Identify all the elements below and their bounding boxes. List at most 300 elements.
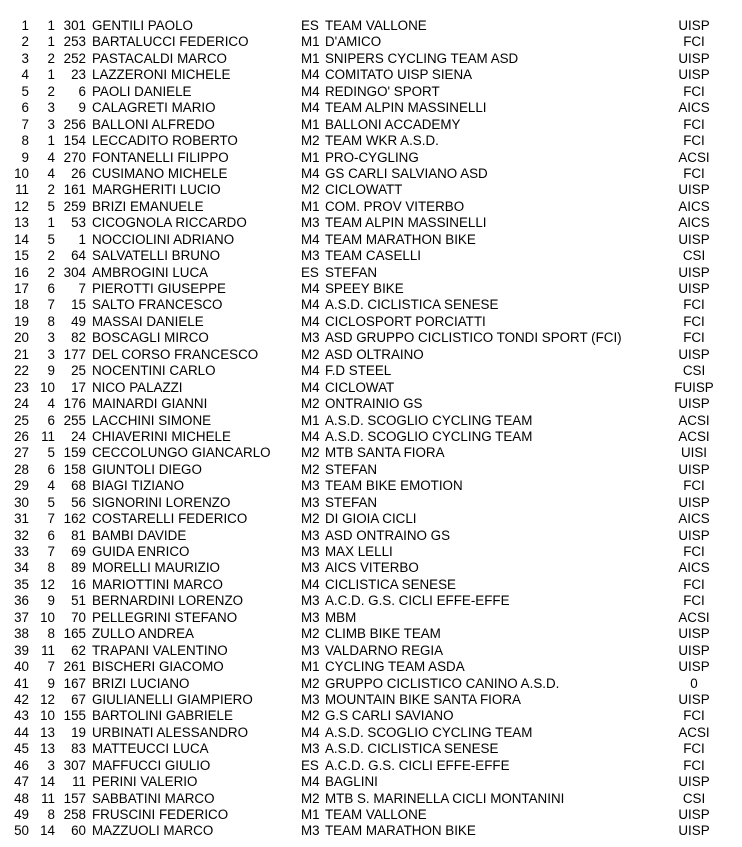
result-row xyxy=(0,150,742,166)
category-code: M4 xyxy=(301,67,320,83)
rider-name: TRAPANI VALENTINO xyxy=(92,642,228,658)
rider-name: BIAGI TIZIANO xyxy=(92,478,185,494)
team-name: A.S.D. SCOGLIO CYCLING TEAM xyxy=(325,412,533,428)
category-code: M4 xyxy=(301,724,320,740)
result-row xyxy=(0,67,742,83)
category-position: 11 xyxy=(41,790,55,806)
federation: UISP xyxy=(678,461,710,477)
bib-number: 15 xyxy=(71,297,86,313)
category-position: 12 xyxy=(40,576,55,592)
bib-number: 60 xyxy=(71,823,86,839)
federation: UISP xyxy=(678,691,710,707)
team-name: TEAM MARATHON BIKE xyxy=(325,231,476,247)
category-code: M4 xyxy=(301,297,320,313)
overall-position: 9 xyxy=(21,149,29,165)
team-name: F.D STEEL xyxy=(325,363,392,379)
overall-position: 12 xyxy=(14,198,29,214)
bib-number: 301 xyxy=(63,18,86,33)
result-row xyxy=(0,593,742,609)
category-code: ES xyxy=(301,264,319,280)
category-position: 13 xyxy=(40,724,55,740)
category-position: 6 xyxy=(47,461,55,477)
federation: UISP xyxy=(678,50,710,66)
team-name: TEAM VALLONE xyxy=(325,807,427,822)
federation: AICS xyxy=(678,560,710,576)
federation: UISI xyxy=(680,445,708,461)
federation: UISP xyxy=(678,18,710,33)
category-position: 7 xyxy=(47,544,55,559)
bib-number: 16 xyxy=(71,576,86,592)
federation: ACSI xyxy=(678,149,710,165)
rider-name: MARGHERITI LUCIO xyxy=(92,182,221,198)
overall-position: 32 xyxy=(14,527,29,543)
result-row xyxy=(0,199,742,215)
overall-position: 22 xyxy=(14,363,29,379)
overall-position: 26 xyxy=(14,428,29,444)
team-name: VALDARNO REGIA xyxy=(325,642,444,658)
category-code: M1 xyxy=(301,116,320,132)
overall-position: 20 xyxy=(14,330,29,346)
federation: UISP xyxy=(678,494,710,510)
result-row xyxy=(0,692,742,708)
team-name: D'AMICO xyxy=(325,34,382,50)
rider-name: PELLEGRINI STEFANO xyxy=(92,609,238,625)
overall-position: 46 xyxy=(14,757,29,773)
rider-name: ZULLO ANDREA xyxy=(92,626,194,642)
federation: ACSI xyxy=(678,428,710,444)
category-position: 3 xyxy=(47,100,55,116)
rider-name: MAFFUCCI GIULIO xyxy=(92,757,211,773)
overall-position: 27 xyxy=(14,445,29,461)
category-code: M3 xyxy=(301,741,320,757)
result-row xyxy=(0,659,742,675)
overall-position: 34 xyxy=(14,560,29,576)
team-name: MTB S. MARINELLA CICLI MONTANINI xyxy=(325,790,565,806)
team-name: TEAM WKR A.S.D. xyxy=(325,133,439,149)
category-position: 4 xyxy=(47,165,55,181)
overall-position: 24 xyxy=(14,396,29,412)
category-code: M2 xyxy=(301,445,320,461)
federation: FCI xyxy=(683,741,705,757)
category-code: M4 xyxy=(301,83,320,99)
category-position: 1 xyxy=(47,133,55,149)
category-position: 2 xyxy=(47,50,55,66)
result-row xyxy=(0,495,742,511)
rider-name: PIEROTTI GIUSEPPE xyxy=(92,281,226,296)
result-row xyxy=(0,643,742,659)
category-position: 5 xyxy=(47,231,55,247)
overall-position: 36 xyxy=(14,593,29,609)
overall-position: 31 xyxy=(14,511,29,527)
overall-position: 29 xyxy=(14,478,29,494)
rider-name: AMBROGINI LUCA xyxy=(92,264,209,280)
team-name: TEAM ALPIN MASSINELLI xyxy=(325,215,487,231)
result-row xyxy=(0,297,742,313)
bib-number: 255 xyxy=(63,412,86,428)
overall-position: 6 xyxy=(21,100,29,116)
rider-name: PAOLI DANIELE xyxy=(92,83,192,99)
team-name: COM. PROV VITERBO xyxy=(325,198,465,214)
bib-number: 256 xyxy=(63,116,86,132)
result-row xyxy=(0,774,742,790)
team-name: ASD GRUPPO CICLISTICO TONDI SPORT (FCI) xyxy=(325,330,622,346)
category-code: M4 xyxy=(301,774,320,790)
bib-number: 167 xyxy=(63,675,86,691)
overall-position: 18 xyxy=(14,297,29,313)
rider-name: BARTOLINI GABRIELE xyxy=(92,708,233,724)
bib-number: 259 xyxy=(63,198,86,214)
rider-name: MATTEUCCI LUCA xyxy=(92,741,209,757)
federation: UISP xyxy=(678,264,710,280)
bib-number: 161 xyxy=(63,182,86,198)
rider-name: URBINATI ALESSANDRO xyxy=(92,724,249,740)
bib-number: 176 xyxy=(63,396,86,412)
result-row xyxy=(0,281,742,297)
category-code: M2 xyxy=(301,790,320,806)
overall-position: 30 xyxy=(14,494,29,510)
result-row xyxy=(0,182,742,198)
bib-number: 24 xyxy=(71,428,86,444)
category-code: M2 xyxy=(301,346,320,362)
team-name: ASD OLTRAINO xyxy=(325,346,424,362)
bib-number: 51 xyxy=(71,593,86,609)
team-name: A.S.D. CICLISTICA SENESE xyxy=(325,297,499,313)
category-code: M3 xyxy=(301,248,320,264)
federation: FCI xyxy=(683,133,705,149)
overall-position: 21 xyxy=(14,346,29,362)
result-row xyxy=(0,758,742,774)
bib-number: 158 xyxy=(63,461,86,477)
category-position: 3 xyxy=(47,330,55,346)
federation: UISP xyxy=(678,823,710,839)
team-name: BAGLINI xyxy=(325,774,378,790)
rider-name: MAINARDI GIANNI xyxy=(92,396,208,412)
federation: UISP xyxy=(678,807,710,822)
overall-position: 48 xyxy=(14,790,29,806)
federation: UISP xyxy=(678,231,710,247)
team-name: REDINGO' SPORT xyxy=(325,83,440,99)
category-position: 8 xyxy=(47,560,55,576)
rider-name: FONTANELLI FILIPPO xyxy=(92,149,229,165)
bib-number: 23 xyxy=(71,67,86,83)
team-name: ASD ONTRAINO GS xyxy=(325,527,450,543)
bib-number: 26 xyxy=(71,165,86,181)
federation: UISP xyxy=(678,182,710,198)
team-name: TEAM BIKE EMOTION xyxy=(325,478,463,494)
bib-number: 1 xyxy=(78,231,86,247)
rider-name: CICOGNOLA RICCARDO xyxy=(92,215,247,231)
federation: FCI xyxy=(683,83,705,99)
team-name: A.S.D. CICLISTICA SENESE xyxy=(325,741,499,757)
category-position: 9 xyxy=(47,675,55,691)
category-position: 11 xyxy=(41,642,55,658)
federation: FCI xyxy=(683,544,705,559)
category-position: 1 xyxy=(47,67,55,83)
result-row xyxy=(0,577,742,593)
category-code: M2 xyxy=(301,675,320,691)
federation: ACSI xyxy=(678,412,710,428)
federation: AICS xyxy=(678,215,710,231)
rider-name: GENTILI PAOLO xyxy=(92,18,193,33)
category-code: M3 xyxy=(301,544,320,559)
bib-number: 64 xyxy=(71,248,86,264)
bib-number: 53 xyxy=(71,215,86,231)
bib-number: 89 xyxy=(71,560,86,576)
category-code: M2 xyxy=(301,396,320,412)
rider-name: MASSAI DANIELE xyxy=(92,313,204,329)
result-row xyxy=(0,741,742,757)
result-row xyxy=(0,396,742,412)
federation: UISP xyxy=(678,346,710,362)
result-row xyxy=(0,429,742,445)
overall-position: 23 xyxy=(14,379,29,395)
result-row xyxy=(0,544,742,560)
federation: CSI xyxy=(682,363,706,379)
bib-number: 6 xyxy=(78,83,86,99)
federation: UISP xyxy=(678,642,710,658)
category-code: M1 xyxy=(301,198,320,214)
result-row xyxy=(0,708,742,724)
overall-position: 44 xyxy=(14,724,29,740)
rider-name: CECCOLUNGO GIANCARLO xyxy=(92,445,271,461)
team-name: CICLOWATT xyxy=(325,182,403,198)
rider-name: COSTARELLI FEDERICO xyxy=(92,511,248,527)
result-row xyxy=(0,232,742,248)
team-name: CICLOSPORT PORCIATTI xyxy=(325,313,486,329)
federation: CSI xyxy=(682,790,706,806)
result-row xyxy=(0,330,742,346)
results-list xyxy=(0,18,742,840)
rider-name: BRIZI LUCIANO xyxy=(92,675,190,691)
team-name: MTB SANTA FIORA xyxy=(325,445,445,461)
team-name: A.S.D. SCOGLIO CYCLING TEAM xyxy=(325,724,533,740)
category-position: 5 xyxy=(47,198,55,214)
team-name: AICS VITERBO xyxy=(325,560,419,576)
overall-position: 8 xyxy=(21,133,29,149)
category-code: M2 xyxy=(301,133,320,149)
team-name: MAX LELLI xyxy=(325,544,393,559)
overall-position: 50 xyxy=(14,823,29,839)
team-name: G.S CARLI SAVIANO xyxy=(325,708,454,724)
team-name: GRUPPO CICLISTICO CANINO A.S.D. xyxy=(325,675,560,691)
result-row xyxy=(0,626,742,642)
category-position: 1 xyxy=(47,34,55,50)
category-code: M3 xyxy=(301,609,320,625)
overall-position: 4 xyxy=(21,67,29,83)
federation: FCI xyxy=(683,313,705,329)
category-position: 4 xyxy=(47,396,55,412)
federation: FCI xyxy=(683,116,705,132)
rider-name: FRUSCINI FEDERICO xyxy=(92,807,229,822)
result-row xyxy=(0,528,742,544)
team-name: CICLOWAT xyxy=(325,379,395,395)
category-code: ES xyxy=(301,757,319,773)
team-name: TEAM ALPIN MASSINELLI xyxy=(325,100,487,116)
category-code: M2 xyxy=(301,182,320,198)
overall-position: 38 xyxy=(14,626,29,642)
category-code: M1 xyxy=(301,34,320,50)
team-name: STEFAN xyxy=(325,264,378,280)
category-position: 8 xyxy=(47,626,55,642)
category-position: 8 xyxy=(47,313,55,329)
bib-number: 7 xyxy=(78,281,86,296)
bib-number: 9 xyxy=(78,100,86,116)
category-position: 11 xyxy=(41,428,55,444)
overall-position: 49 xyxy=(14,807,29,822)
overall-position: 25 xyxy=(14,412,29,428)
category-code: M2 xyxy=(301,461,320,477)
rider-name: CALAGRETI MARIO xyxy=(92,100,216,116)
rider-name: LECCADITO ROBERTO xyxy=(92,133,238,149)
federation: CSI xyxy=(682,248,706,264)
category-position: 3 xyxy=(47,116,55,132)
category-position: 5 xyxy=(47,494,55,510)
team-name: GS CARLI SALVIANO ASD xyxy=(325,165,488,181)
bib-number: 165 xyxy=(63,626,86,642)
category-position: 4 xyxy=(47,149,55,165)
bib-number: 62 xyxy=(71,642,86,658)
category-position: 2 xyxy=(47,264,55,280)
federation: FCI xyxy=(683,576,705,592)
category-code: M2 xyxy=(301,626,320,642)
category-code: M3 xyxy=(301,823,320,839)
result-row xyxy=(0,215,742,231)
category-position: 3 xyxy=(47,757,55,773)
federation: AICS xyxy=(678,511,710,527)
bib-number: 19 xyxy=(71,724,86,740)
result-row xyxy=(0,100,742,116)
category-code: M3 xyxy=(301,215,320,231)
overall-position: 40 xyxy=(14,659,29,675)
overall-position: 43 xyxy=(14,708,29,724)
bib-number: 69 xyxy=(71,544,86,559)
team-name: CYCLING TEAM ASDA xyxy=(325,659,465,675)
result-row xyxy=(0,511,742,527)
category-code: M1 xyxy=(301,807,320,822)
category-code: M4 xyxy=(301,100,320,116)
category-code: M4 xyxy=(301,231,320,247)
category-position: 7 xyxy=(47,659,55,675)
overall-position: 1 xyxy=(21,18,29,33)
team-name: TEAM VALLONE xyxy=(325,18,427,33)
category-position: 10 xyxy=(40,708,55,724)
bib-number: 157 xyxy=(63,790,86,806)
rider-name: SALTO FRANCESCO xyxy=(92,297,223,313)
result-row xyxy=(0,478,742,494)
overall-position: 7 xyxy=(21,116,29,132)
bib-number: 258 xyxy=(63,807,86,822)
federation: FCI xyxy=(683,593,705,609)
overall-position: 19 xyxy=(14,313,29,329)
rider-name: BERNARDINI LORENZO xyxy=(92,593,244,609)
rider-name: PERINI VALERIO xyxy=(92,774,198,790)
rider-name: SIGNORINI LORENZO xyxy=(92,494,231,510)
rider-name: CUSIMANO MICHELE xyxy=(92,165,228,181)
team-name: A.C.D. G.S. CICLI EFFE-EFFE xyxy=(325,757,510,773)
federation: FCI xyxy=(683,34,705,50)
overall-position: 45 xyxy=(14,741,29,757)
federation: UISP xyxy=(678,659,710,675)
bib-number: 83 xyxy=(71,741,86,757)
federation: UISP xyxy=(678,626,710,642)
category-position: 9 xyxy=(47,363,55,379)
rider-name: LAZZERONI MICHELE xyxy=(92,67,231,83)
result-row xyxy=(0,314,742,330)
category-position: 6 xyxy=(47,527,55,543)
federation: ACSI xyxy=(678,724,710,740)
rider-name: MORELLI MAURIZIO xyxy=(92,560,220,576)
category-position: 2 xyxy=(47,83,55,99)
team-name: CICLISTICA SENESE xyxy=(325,576,456,592)
bib-number: 68 xyxy=(71,478,86,494)
rider-name: PASTACALDI MARCO xyxy=(92,50,227,66)
team-name: COMITATO UISP SIENA xyxy=(325,67,473,83)
category-code: M3 xyxy=(301,494,320,510)
result-row xyxy=(0,51,742,67)
result-row xyxy=(0,34,742,50)
team-name: TEAM CASELLI xyxy=(325,248,421,264)
bib-number: 307 xyxy=(63,757,86,773)
bib-number: 177 xyxy=(63,346,86,362)
rider-name: BALLONI ALFREDO xyxy=(92,116,215,132)
result-row xyxy=(0,133,742,149)
overall-position: 37 xyxy=(14,609,29,625)
team-name: BALLONI ACCADEMY xyxy=(325,116,461,132)
overall-position: 16 xyxy=(14,264,29,280)
team-name: SNIPERS CYCLING TEAM ASD xyxy=(325,50,519,66)
category-position: 8 xyxy=(47,807,55,822)
category-code: M1 xyxy=(301,50,320,66)
category-code: M3 xyxy=(301,642,320,658)
rider-name: GIULIANELLI GIAMPIERO xyxy=(92,691,253,707)
federation: FCI xyxy=(683,708,705,724)
rider-name: NOCENTINI CARLO xyxy=(92,363,216,379)
result-row xyxy=(0,791,742,807)
category-position: 2 xyxy=(47,182,55,198)
result-row xyxy=(0,363,742,379)
federation: UISP xyxy=(678,527,710,543)
result-row xyxy=(0,610,742,626)
rider-name: MAZZUOLI MARCO xyxy=(92,823,214,839)
bib-number: 162 xyxy=(63,511,86,527)
result-row xyxy=(0,823,742,839)
category-position: 10 xyxy=(40,379,55,395)
category-code: M2 xyxy=(301,708,320,724)
bib-number: 304 xyxy=(63,264,86,280)
category-position: 6 xyxy=(47,412,55,428)
bib-number: 17 xyxy=(71,379,86,395)
overall-position: 42 xyxy=(14,691,29,707)
federation: 0 xyxy=(690,675,698,691)
team-name: STEFAN xyxy=(325,494,378,510)
bib-number: 70 xyxy=(71,609,86,625)
rider-name: BARTALUCCI FEDERICO xyxy=(92,34,249,50)
federation: FCI xyxy=(683,297,705,313)
category-position: 14 xyxy=(40,823,55,839)
category-code: M4 xyxy=(301,428,320,444)
rider-name: BAMBI DAVIDE xyxy=(92,527,187,543)
federation: UISP xyxy=(678,67,710,83)
category-position: 1 xyxy=(47,215,55,231)
category-code: M1 xyxy=(301,412,320,428)
federation: FCI xyxy=(683,757,705,773)
team-name: SPEEY BIKE xyxy=(325,281,404,296)
result-row xyxy=(0,347,742,363)
category-code: M4 xyxy=(301,281,320,296)
result-row xyxy=(0,676,742,692)
result-row xyxy=(0,265,742,281)
rider-name: BISCHERI GIACOMO xyxy=(92,659,224,675)
